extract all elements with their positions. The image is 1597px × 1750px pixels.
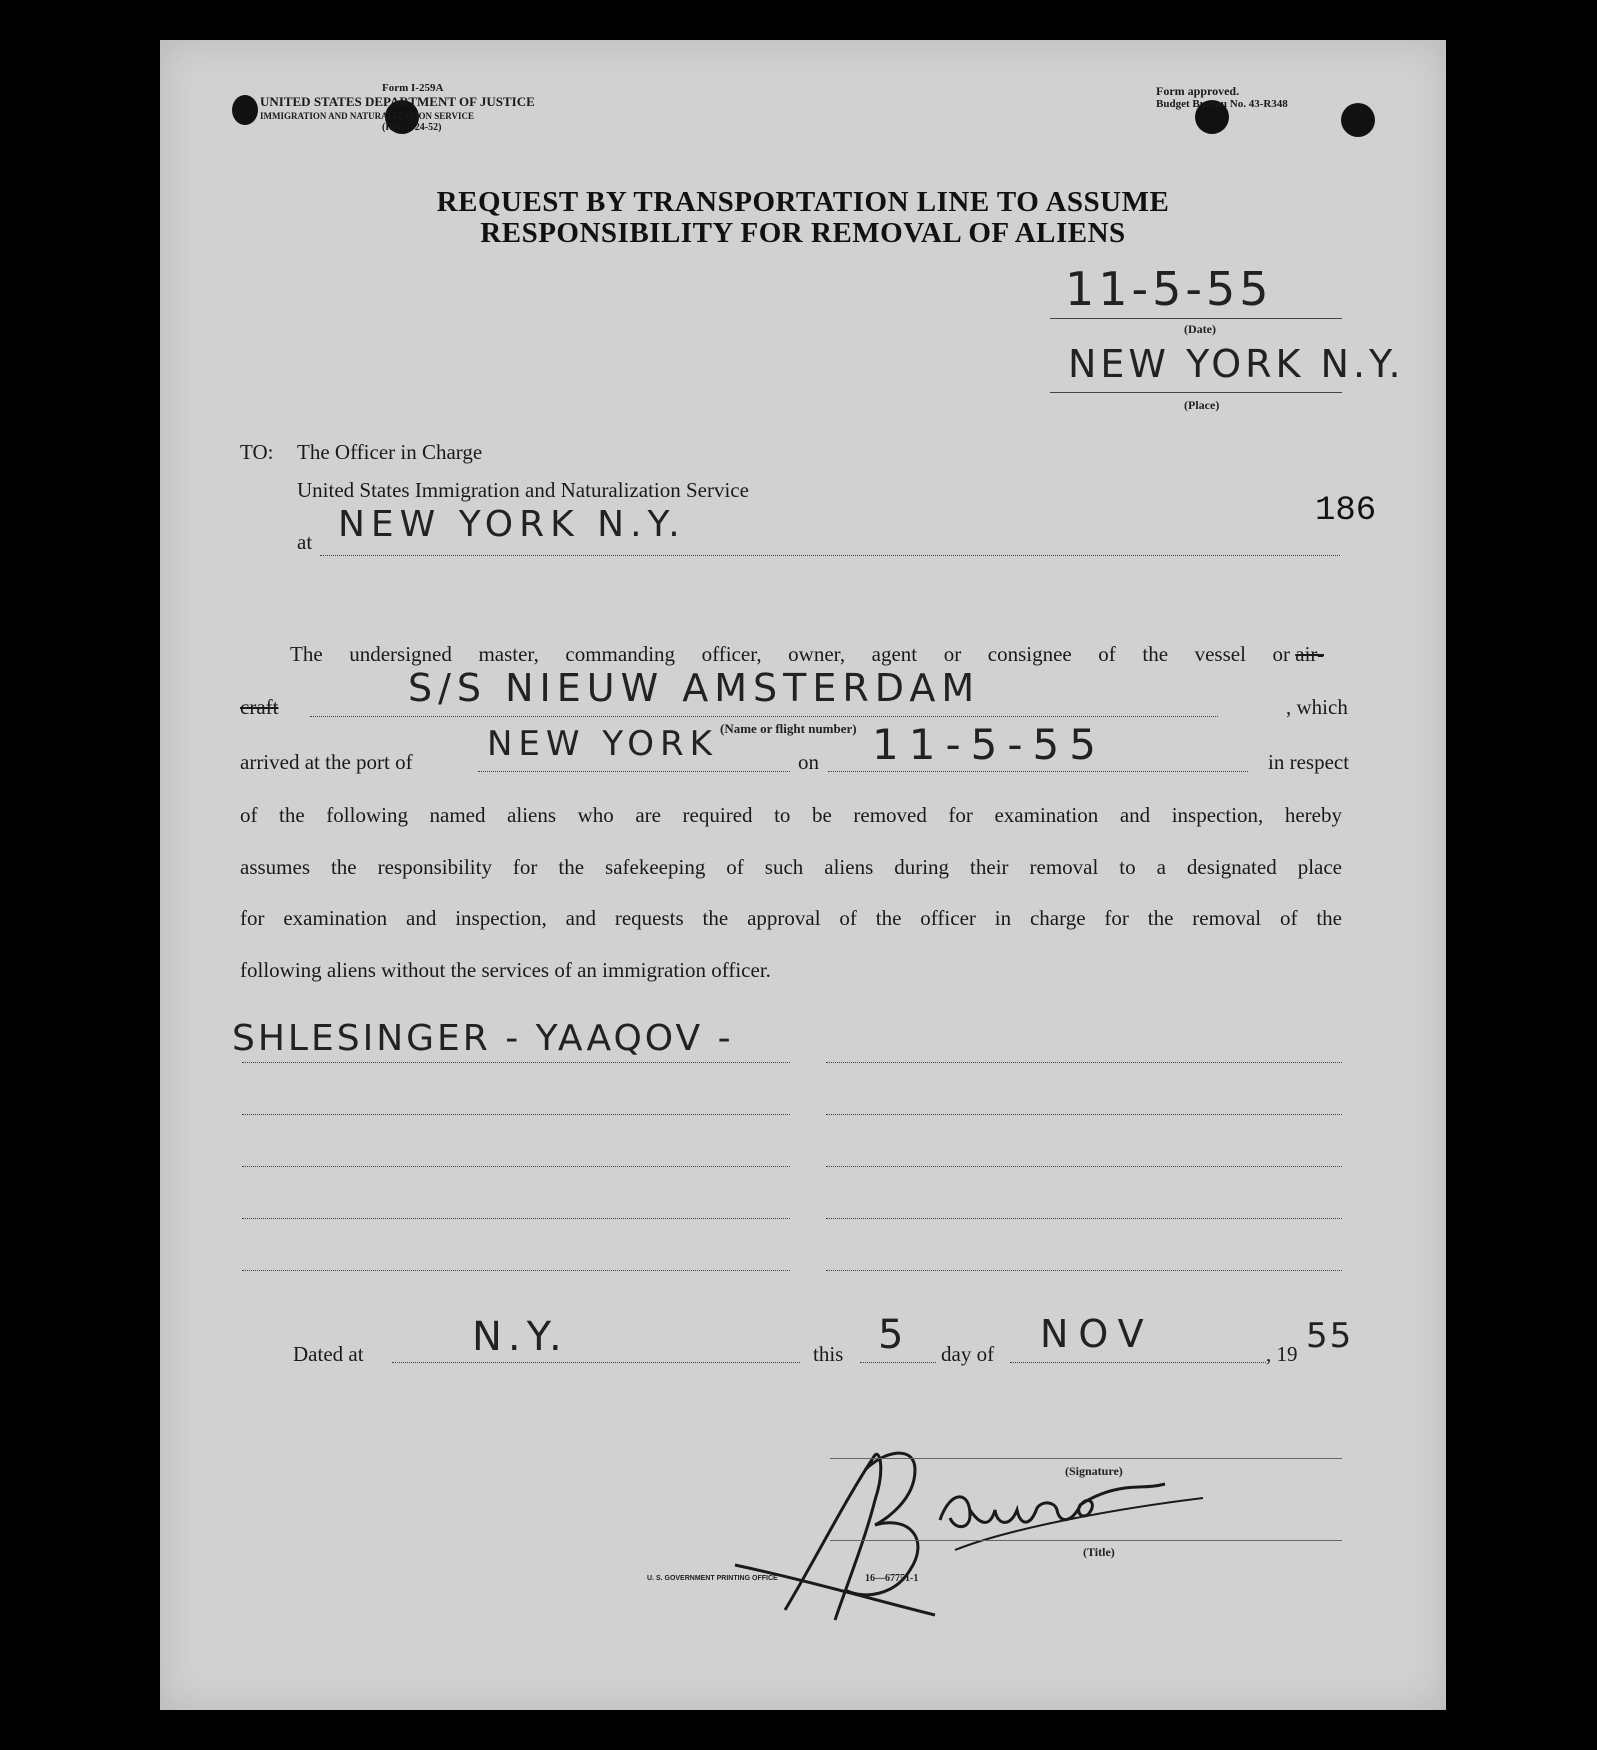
at-line xyxy=(320,555,1340,556)
in-respect-label: in respect xyxy=(1268,750,1350,774)
date-caption: (Date) xyxy=(1184,322,1216,336)
place-value: NEW YORK N.Y. xyxy=(1068,342,1405,386)
punch-hole xyxy=(232,95,258,125)
form-title-line2: RESPONSIBILITY FOR REMOVAL OF ALIENS xyxy=(480,217,1126,249)
this-label: this xyxy=(813,1342,844,1366)
service-name: United States Immigration and Naturalization Service xyxy=(297,478,749,502)
dated-at-line xyxy=(392,1362,800,1363)
signature-caption: (Signature) xyxy=(1065,1464,1123,1478)
vessel-caption: (Name or flight number) xyxy=(720,721,857,736)
form-edition: (Rev. 7-24-52) xyxy=(382,122,442,133)
alien-line xyxy=(826,1218,1342,1219)
body-paragraph-3: for examination and inspection, and requests the approval of the officer in charge for the removal of the xyxy=(240,906,1342,930)
gpo-imprint: U. S. GOVERNMENT PRINTING OFFICE xyxy=(647,1575,778,1582)
alien-line xyxy=(242,1114,790,1115)
department-line: UNITED STATES DEPARTMENT OF JUSTICE xyxy=(260,94,535,109)
alien-line xyxy=(242,1062,790,1063)
budget-bureau-line: Budget Bureau No. 43-R348 xyxy=(1156,98,1288,110)
alien-line xyxy=(242,1166,790,1167)
signature-image xyxy=(725,1410,1205,1630)
agency-line: IMMIGRATION AND NATURALIZATION SERVICE xyxy=(260,111,474,121)
year-prefix: , 19 xyxy=(1266,1342,1298,1366)
port-value: NEW YORK xyxy=(487,724,718,764)
arrival-date-line xyxy=(828,771,1248,772)
place-line xyxy=(1050,392,1342,393)
dated-at-label: Dated at xyxy=(293,1342,364,1366)
gpo-number: 16—67751-1 xyxy=(865,1573,919,1584)
aircraft-struck: air- xyxy=(1295,642,1324,666)
aircraft-struck-2: craft xyxy=(240,695,279,719)
alien-line xyxy=(242,1218,790,1219)
day-line xyxy=(860,1362,936,1363)
approval-line: Form approved. xyxy=(1156,84,1240,98)
alien-line xyxy=(826,1062,1342,1063)
form-number: Form I-259A xyxy=(382,82,444,94)
punch-hole xyxy=(1341,103,1375,137)
date-line xyxy=(1050,318,1342,319)
at-label: at xyxy=(297,530,313,554)
form-page xyxy=(160,40,1446,1710)
at-value: NEW YORK N.Y. xyxy=(338,504,686,545)
alien-line xyxy=(826,1114,1342,1115)
month-line xyxy=(1010,1362,1266,1363)
day-of-label: day of xyxy=(941,1342,995,1366)
alien-line xyxy=(826,1270,1342,1271)
vessel-line xyxy=(310,716,1218,717)
arrival-date-value: 11-5-55 xyxy=(872,720,1106,769)
title-caption: (Title) xyxy=(1083,1545,1115,1559)
body-line1 xyxy=(290,642,1342,667)
port-line xyxy=(478,771,790,772)
body-paragraph-1: of the following named aliens who are required to be removed for examination and inspection, hereby xyxy=(240,803,1342,827)
alien-line xyxy=(826,1166,1342,1167)
body-line1-text: The undersigned master, commanding officer, owner, agent or consignee of the vessel or xyxy=(290,642,1290,666)
on-label: on xyxy=(798,750,819,774)
year-value: 55 xyxy=(1306,1316,1354,1356)
dated-at-value: N.Y. xyxy=(472,1314,568,1360)
alien-line xyxy=(242,1270,790,1271)
form-title: REQUEST BY TRANSPORTATION LINE TO ASSUME xyxy=(436,186,1170,218)
place-caption: (Place) xyxy=(1184,398,1220,412)
title-line xyxy=(830,1540,1342,1541)
vessel-name-value: S/S NIEUW AMSTERDAM xyxy=(408,666,981,710)
alien-name-value: SHLESINGER - YAAQOV - xyxy=(232,1018,734,1059)
month-value: NOV xyxy=(1040,1312,1154,1356)
to-label: TO: xyxy=(240,440,274,464)
arrived-label: arrived at the port of xyxy=(240,750,413,774)
day-value: 5 xyxy=(878,1312,910,1358)
which-label: , which xyxy=(1286,695,1348,719)
signature-line xyxy=(830,1458,1342,1459)
body-paragraph-4: following aliens without the services of an immigration officer. xyxy=(240,958,771,982)
date-value: 11-5-55 xyxy=(1065,262,1273,316)
to-officer: The Officer in Charge xyxy=(297,440,483,464)
body-paragraph-2: assumes the responsibility for the safekeeping of such aliens during their removal to a designated place xyxy=(240,855,1342,879)
stamp-number: 186 xyxy=(1315,492,1377,530)
